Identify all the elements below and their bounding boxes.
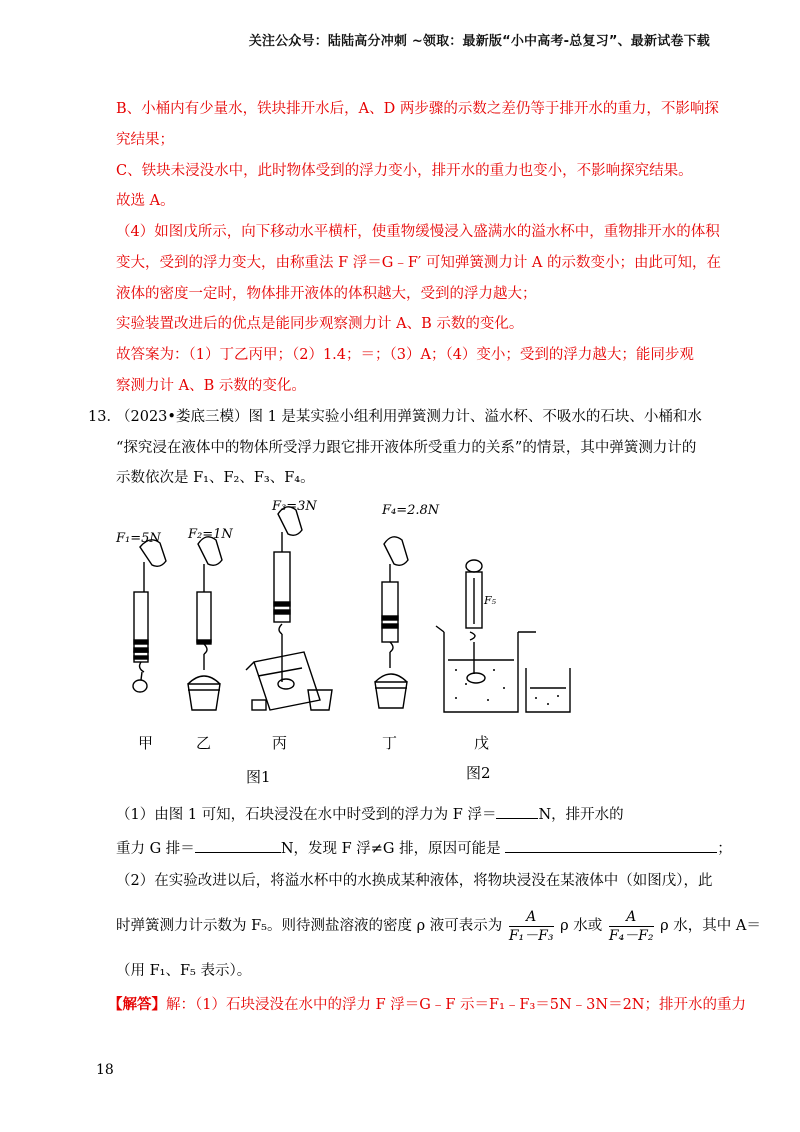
label-f3: F₃=3N: [272, 499, 317, 514]
fraction-1: $\frac{A}{\text{F₁－F₃}}$: [508, 908, 554, 944]
subq2-line-1: （2）在实验改进以后，将溢水杯中的水换成某种液体，将物块浸没在某液体中（如图戊），此: [116, 873, 713, 889]
subq2-line-3: （用 F₁、F₅ 表示）。: [116, 963, 252, 979]
answer-choose: 故选 A。: [116, 193, 175, 209]
question-line-1: （2023•娄底三模）图 1 是某实验小组利用弹簧测力计、溢水杯、不吸水的石块、小桶和水: [116, 409, 702, 425]
answer-line-b2: 究结果；: [116, 132, 174, 148]
question-line-2: “探究浸在液体中的物体所受浮力跟它排开液体所受重力的关系”的情景，其中弹簧测力计的: [116, 440, 697, 456]
label-f5: F₅: [484, 594, 497, 607]
question-line-3: 示数依次是 F₁、F₂、F₃、F₄。: [116, 470, 315, 486]
answer-line-p4-3: 液体的密度一定时，物体排开液体的体积越大，受到的浮力越大；: [116, 286, 537, 302]
blank-g-displaced[interactable]: [195, 838, 281, 853]
subq2-line-2: 时弹簧测力计示数为 F₅。则待测盐溶液的密度 ρ 液可表示为 $\frac{A}{\text{F₁－F₃}}$ ρ 水或 $\frac{A}{\text{F₄－F₂}}$ ρ 水，其中 A＝: [116, 908, 761, 944]
page-header: 关注公众号：陆陆高分冲刺 ~领取：最新版“小中高考-总复习”、最新试卷下载: [248, 34, 710, 49]
label-yi: 乙: [196, 734, 212, 752]
answer-line-b1: B、小桶内有少量水，铁块排开水后，A、D 两步骤的示数之差仍等于排开水的重力，不影响探: [116, 101, 719, 117]
question-number: 13．: [88, 409, 121, 425]
label-jia: 甲: [138, 734, 154, 752]
page-number: 18: [96, 1062, 114, 1078]
label-ding: 丁: [382, 734, 398, 752]
blank-f-float[interactable]: [496, 804, 538, 819]
caption-fig2: 图2: [466, 764, 491, 782]
label-f1: F₁=5N: [116, 531, 161, 546]
answer-line-p4-1: （4）如图戊所示，向下移动水平横杆，使重物缓慢浸入盛满水的溢水杯中，重物排开水的体积: [116, 224, 720, 240]
answer-final-1: 故答案为：（1）丁乙丙甲；（2）1.4；＝；（3）A；（4）变小；受到的浮力越大；能同步观: [116, 347, 694, 363]
blank-reason[interactable]: [505, 838, 717, 853]
subq1-line-1: （1）由图 1 可知，石块浸没在水中时受到的浮力为 F 浮＝ N，排开水的: [116, 804, 624, 826]
label-f2: F₂=1N: [188, 527, 233, 542]
caption-fig1: 图1: [246, 768, 271, 786]
solution-tag: 【解答】: [108, 996, 166, 1013]
label-bing: 丙: [272, 734, 288, 752]
answer-final-2: 察测力计 A、B 示数的变化。: [116, 378, 306, 394]
answer-line-p4-4: 实验装置改进后的优点是能同步观察测力计 A、B 示数的变化。: [116, 316, 524, 332]
fraction-2: $\frac{A}{\text{F₄－F₂}}$: [608, 908, 654, 944]
experiment-figure: [96, 492, 716, 792]
label-wu: 戊: [474, 734, 490, 752]
label-f4: F₄=2.8N: [382, 503, 440, 518]
answer-line-c1: C、铁块未浸没水中，此时物体受到的浮力变小，排开水的重力也变小，不影响探究结果。: [116, 163, 693, 179]
solution-line: 【解答】解：（1）石块浸没在水中的浮力 F 浮＝G﹣F 示＝F₁﹣F₃＝5N﹣3N＝2N；排开水的重力: [108, 996, 746, 1013]
answer-line-p4-2: 变大，受到的浮力变大，由称重法 F 浮＝G﹣F′ 可知弹簧测力计 A 的示数变小；由此可知，在: [116, 255, 722, 271]
subq1-line-2: 重力 G 排＝ N，发现 F 浮≠G 排，原因可能是 ；: [116, 838, 732, 860]
